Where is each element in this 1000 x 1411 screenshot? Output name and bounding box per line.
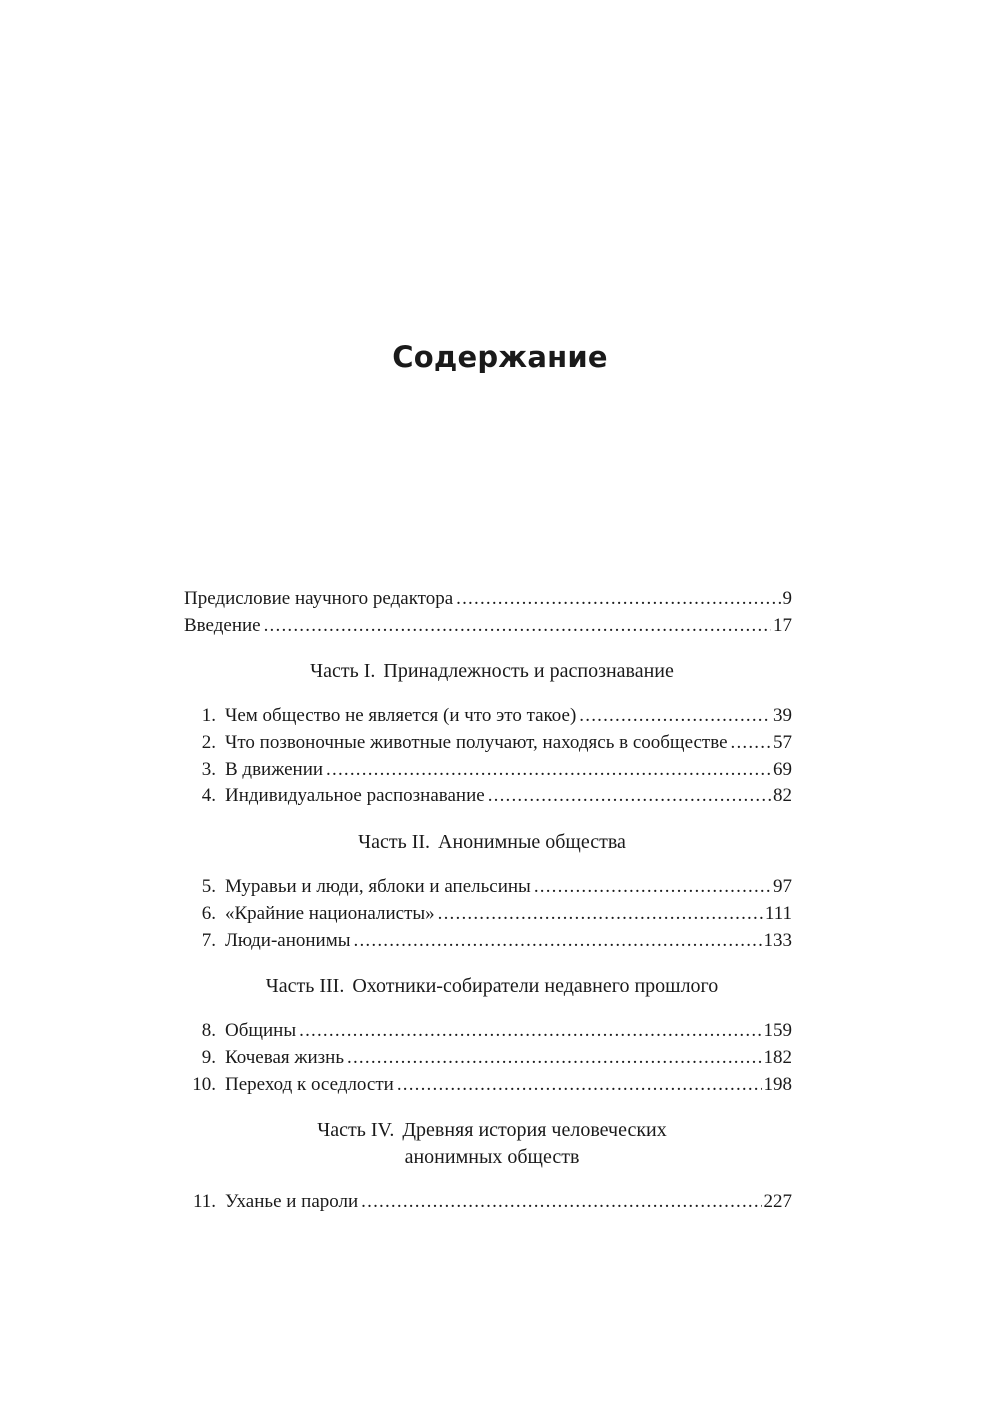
- toc-chapter-4[interactable]: [184, 783, 792, 810]
- chapter-title: Люди-анонимы: [225, 929, 351, 951]
- chapter-number: 6.: [201, 902, 216, 924]
- chapter-number: 8.: [201, 1020, 216, 1042]
- leader-dots: [326, 757, 771, 784]
- chapter-title: В движении: [225, 758, 324, 780]
- toc-chapter-10[interactable]: [184, 1072, 792, 1099]
- chapter-title: Уханье и пароли: [225, 1191, 359, 1213]
- leader-dots: [347, 1045, 761, 1072]
- part-heading-2: [184, 829, 792, 856]
- chapter-page: 82: [773, 785, 792, 807]
- toc-chapter-8[interactable]: [184, 1018, 792, 1045]
- part-title: Охотники-собиратели недавнего прошлого: [352, 975, 719, 998]
- chapter-number: 1.: [201, 705, 216, 727]
- chapter-page: 133: [763, 929, 792, 951]
- chapter-title: Переход к оседлости: [225, 1073, 394, 1095]
- chapter-number: 3.: [201, 758, 216, 780]
- chapter-number: 11.: [192, 1191, 216, 1213]
- chapter-number: 5.: [201, 876, 216, 898]
- part-label: Часть III.: [265, 975, 345, 998]
- chapter-number: 9.: [201, 1046, 216, 1068]
- chapter-title: Что позвоночные животные получают, находясь в сообществе: [225, 732, 728, 754]
- part-heading-line-1: [192, 1117, 792, 1144]
- chapter-number: 4.: [201, 785, 216, 807]
- chapter-title: «Крайние националисты»: [225, 902, 435, 924]
- toc-chapter-1[interactable]: [184, 703, 792, 730]
- chapter-page: 111: [764, 902, 792, 924]
- part-label: Часть IV.: [317, 1119, 395, 1142]
- part-title: Древняя история человеческих: [402, 1119, 667, 1142]
- toc-entry-title: Предисловие научного редактора: [184, 588, 454, 609]
- part-title: Анонимные общества: [438, 831, 626, 854]
- chapter-page: 227: [763, 1191, 792, 1213]
- part-label: Часть I.: [310, 660, 376, 683]
- toc-chapter-2[interactable]: [184, 730, 792, 757]
- leader-dots: [354, 928, 762, 955]
- leader-dots: [488, 783, 771, 810]
- chapter-page: 39: [773, 705, 792, 727]
- part-heading-3: [184, 973, 792, 1000]
- leader-dots: [579, 703, 771, 730]
- chapter-number: 2.: [201, 732, 216, 754]
- chapter-title: Индивидуальное распознавание: [225, 785, 485, 807]
- toc-entry-page: 9: [782, 588, 792, 609]
- toc-chapter-3[interactable]: [184, 757, 792, 784]
- table-of-contents: [184, 586, 792, 1216]
- leader-dots: [397, 1072, 762, 1099]
- chapter-page: 69: [773, 758, 792, 780]
- page-title: Содержание: [392, 340, 608, 374]
- chapter-page: 198: [763, 1073, 792, 1095]
- part-title-continuation: анонимных обществ: [404, 1146, 580, 1169]
- toc-entry-page: 17: [773, 614, 792, 636]
- part-label: Часть II.: [358, 831, 431, 854]
- chapter-page: 57: [773, 732, 792, 754]
- chapter-number: 7.: [201, 929, 216, 951]
- part-heading-1: [184, 658, 792, 685]
- part-title: Принадлежность и распознавание: [383, 660, 674, 683]
- chapter-number: 10.: [192, 1073, 216, 1095]
- chapter-page: 159: [763, 1020, 792, 1042]
- toc-chapter-11[interactable]: [184, 1189, 792, 1216]
- toc-entry-preface[interactable]: [184, 586, 792, 613]
- leader-dots: [264, 613, 771, 640]
- chapter-title: Кочевая жизнь: [225, 1046, 345, 1068]
- toc-entry-introduction[interactable]: [184, 613, 792, 640]
- leader-dots: [456, 586, 780, 613]
- toc-chapter-5[interactable]: [184, 874, 792, 901]
- chapter-page: 182: [763, 1046, 792, 1068]
- chapter-title: Чем общество не является (и что это такое): [225, 705, 577, 727]
- toc-entry-title: Введение: [184, 614, 261, 636]
- leader-dots: [731, 730, 772, 757]
- chapter-title: Общины: [225, 1020, 297, 1042]
- chapter-title: Муравьи и люди, яблоки и апельсины: [225, 876, 531, 898]
- toc-chapter-9[interactable]: [184, 1045, 792, 1072]
- leader-dots: [361, 1189, 761, 1216]
- toc-chapter-7[interactable]: [184, 928, 792, 955]
- toc-chapter-6[interactable]: [184, 901, 792, 928]
- part-heading-4: [184, 1117, 792, 1171]
- leader-dots: [299, 1018, 761, 1045]
- leader-dots: [438, 901, 763, 928]
- chapter-page: 97: [773, 876, 792, 898]
- leader-dots: [534, 874, 771, 901]
